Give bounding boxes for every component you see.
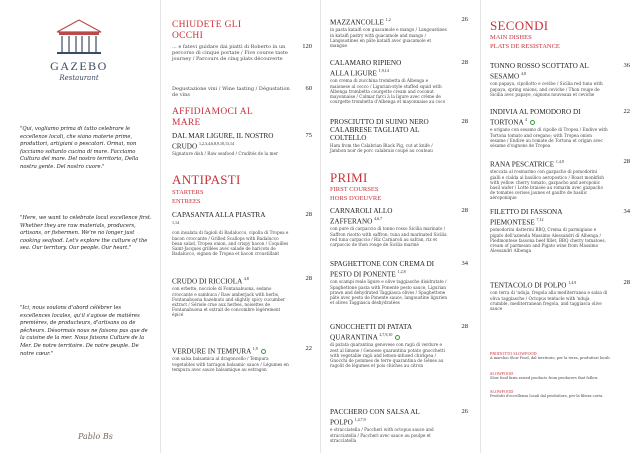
item-allergens: 1,9,14: [378, 68, 389, 73]
primi-sub-en: FIRST COURSES: [330, 186, 379, 193]
item-price: 22: [305, 345, 312, 352]
item-allergens: 1,2,3,4,6,8,9,10,13,14: [198, 141, 234, 146]
item-price: 34: [461, 260, 468, 267]
item-price: 60: [305, 85, 312, 92]
item-name: TONNO ROSSO SCOTTATO AL SESAMO: [490, 62, 589, 81]
menu-item: [490, 108, 630, 148]
item-price: 28: [305, 211, 312, 218]
item-name: TENTACOLO DI POLPO: [490, 281, 567, 290]
legend-slowfood-1: [490, 352, 630, 361]
legend-slowfood-2: [490, 372, 630, 381]
item-name: PACCHERO CON SALSA AL POLPO: [330, 408, 420, 427]
legend-title: SLOWFOOD: [490, 389, 514, 394]
item-desc: con scampi reale ligure e olive taggiasche disidratate / Spaghettone pasta with Ponente pesto sauce, Ligurian prawn and dehydrated Taggiasca olives / Spaghettone pâte avec pesto de Ponente sauce, langoustine ligurien et olives Taggiasca déshydratées: [330, 279, 448, 306]
item-allergens: 1,9: [252, 346, 258, 351]
quote-french: "Ici, nous voulons d'abord célébrer les excellences locales, qu'il s'agisse de matières premières, de producteurs, d'artisans ou de pêcheurs. Désormais nous ne faisons pas que de la cuisine de la mer. Nous faisons Culture de la Mer. De notre territoire. De notre peuple. De notre cœur.": [20, 305, 148, 357]
menu-item: [490, 158, 630, 201]
item-price: 36: [623, 62, 630, 69]
item-price: 22: [623, 108, 630, 115]
menu-item: [172, 275, 312, 318]
item-desc: pomodorini datterini BBQ, Crema di parmigiano e pigato dell'azienda Massimo Alessandri di Albenga / Piedmontese fassona beef fillet, BBQ cherry tomatoes, cream of parmesan and Pigato wine from Massimo Alessandri Albenga: [490, 227, 606, 254]
affi-title: AFFIDIAMOCI AL MARE: [172, 107, 253, 128]
item-name: CRUDO DI RICCIOLA: [172, 277, 242, 286]
menu-item: [490, 279, 630, 311]
menu-item: [330, 207, 468, 247]
item-price: 28: [461, 207, 468, 214]
item-name: INDIVIA AL POMODORO DI TORTONA: [490, 108, 581, 127]
legend-text: A marchio Slow Food, dal territorio, per la terra, produttori locali.: [490, 356, 611, 361]
menu-item: [330, 323, 468, 368]
item-name: SPAGHETTONE CON CREMA DI PESTO DI PONENTE: [330, 260, 435, 279]
menu-item: [330, 59, 468, 104]
legend-title: PRODOTTO SLOWFOOD: [490, 351, 537, 356]
legend-text: Prodotti d'eccellenza locali dal produttore, per la filiera corta.: [490, 394, 604, 399]
menu-item: [172, 345, 312, 372]
menu-item: [330, 16, 468, 48]
menu-item: [172, 211, 312, 256]
item-name: GNOCCHETTI DI PATATA QUARANTINA: [330, 323, 412, 342]
antipasti-sub-fr: ENTREES: [172, 198, 201, 205]
item-desc: in pasta kataifi con guacamole e mango / Langoustines in kataifi pastry with guacamole and mango / Langoustines en pâte kataifi avec guacamole et mangue: [330, 27, 447, 48]
gazebo-icon: [53, 18, 105, 56]
legend-slowfood-3: [490, 390, 630, 399]
item-allergens: 4: [525, 117, 528, 122]
menu-item: [490, 62, 630, 97]
item-name: CALAMARO RIPIENO ALLA LIGURE: [330, 59, 402, 78]
menu-column-4: [480, 0, 640, 453]
item-allergens: 1,2,8: [397, 269, 406, 274]
antipasti-sub-en: STARTERS: [172, 189, 204, 196]
menu-column-3: [320, 0, 480, 453]
item-desc: con papaya, cipollotto e cevibe / Sicilia red tuna with papaya, spring onions, and ceviche / Thon rouge de Sicilia avec papaye, oignons nouveaux et ceviche: [490, 81, 603, 97]
menu-item: [330, 260, 468, 305]
item-price: 75: [305, 132, 312, 139]
vegetarian-icon: [530, 120, 535, 125]
legend-text: Slow food farm raised products from producers that follow.: [490, 376, 599, 381]
secondi-sub-en: MAIN DISHES: [490, 34, 532, 41]
item-price: 26: [461, 408, 468, 415]
item-name: CAPASANTA ALLA PIASTRA: [172, 211, 266, 219]
item-name: DAL MAR LIGURE, IL NOSTRO CRUDO: [172, 132, 274, 151]
logo: [48, 18, 110, 82]
item-price: 28: [623, 158, 630, 165]
brand-subtitle: Restaurant: [59, 74, 99, 82]
primi-sub-fr: HORS D'OEUVRE: [330, 195, 382, 202]
intro-column: [0, 0, 160, 453]
primi-title: PRIMI: [330, 170, 368, 185]
item-name: CARNAROLI ALLO ZAFFERANO: [330, 207, 393, 226]
menu-item: [330, 408, 468, 443]
item-desc: con erbette, nocciole di Fontanabuona, sedano croccante e sambuca / Raw amberjack with herbs, Fontanabuona hazelnuts and slightly spicy cucumber extract / Sériole crue aux herbes, noisettes de Fontanabuona et extrait de concombre légèrement épicé: [172, 286, 286, 318]
item-desc: ... e fatevi guidare dai piatti di Roberto in un percorso di cinque portate / Five course taste journey / Parcours de cinq plats découverte: [172, 44, 288, 62]
item-desc: con pure di carpaccio di tonno rosso Sicilia marinato / Saffron risotto with saffron, tuna and marinated Sicilia red tuna carpaccio / Riz Carnaroli au safran, riz et carpaccio de thon rouge de Sicilia mariné: [330, 226, 447, 247]
item-desc: Ham from the Calabrian Black Pig, cut at knife / Jambon noir de porc calabrais coupé au couteau: [330, 143, 433, 154]
brand-name: GAZEBO: [50, 59, 108, 73]
item-allergens: 1,4,9: [568, 280, 577, 285]
quote-italian: "Qui, vogliamo prima di tutto celebrare le eccellenze locali, che siano materie prime, produttori, artigiani o pescatori. Ormai, non facciamo soltanto cucina di mare. Facciamo Cultura del mare. Del nostro territorio, Della nostra gente. Del nostro cuore.": [20, 126, 139, 170]
item-name: MAZZANCOLLE: [330, 18, 384, 27]
vegetarian-icon: [395, 335, 400, 340]
item-price: 34: [623, 208, 630, 215]
item-price: 28: [461, 59, 468, 66]
item-name: PROSCIUTTO DI SUINO NERO CALABRESE TAGLIATO AL COLTELLO: [330, 118, 429, 142]
menu-item: [330, 118, 468, 153]
item-price: 28: [461, 323, 468, 330]
item-price: 120: [302, 43, 312, 50]
item-price: 26: [461, 16, 468, 23]
item-desc: Signature dish / Raw seafood / Crudités de la mer: [172, 151, 279, 157]
item-desc: Degustazione vini / Wine tasting / Dégustation de vins: [172, 86, 290, 98]
item-desc: con crema di zucchina trombetta di Albenga e maionese al cocco / Ligurian-style stuffed squid with Albenga trombetta courgette cream and coconut mayonnaise / Calmar farci à la ligure avec crème de courgette trombetta d'Albenga et mayonnaise au coco: [330, 78, 446, 105]
item-price: 28: [461, 118, 468, 125]
item-allergens: 2,7,9,10: [379, 332, 393, 337]
item-allergens: 1,2: [385, 17, 391, 22]
chef-section-title: CHIUDETE GLI OCCHI: [172, 20, 242, 41]
item-name: VERDURE IN TEMPURA: [172, 347, 251, 356]
item-allergens: 7,12: [536, 217, 544, 222]
antipasti-title: ANTIPASTI: [172, 172, 241, 187]
secondi-sub-fr: PLATS DE RESISTANCE: [490, 43, 560, 50]
item-allergens: 1,4,9: [555, 159, 564, 164]
quote-english: "Here, we want to celebrate local excellence first. Whether they are raw materials, producers, artisans, or fishermen. We're no longer just cooking seafood. Let's explore the culture of the sea. Our territory. Our people. Our heart.": [20, 215, 152, 252]
item-name: FILETTO DI FASSONA PIEMONTESE: [490, 208, 563, 227]
secondi-title: SECONDI: [490, 18, 549, 33]
menu-item: [172, 132, 312, 157]
signature: Pablo Bs: [78, 432, 113, 441]
item-desc: con terra di 'nduja, fregola alla mediterranea e salsa di oliva taggiasche / Octopus tentacle with 'nduja crumble, mediterranean fregola, and taggiasca olive sauce: [490, 290, 608, 311]
item-desc: e stracciatella / Paccheri with octopus sauce and stracciatella / Paccheri avec sauce au poulpe et stracciatella: [330, 427, 434, 443]
item-name: RANA PESCATRICE: [490, 160, 555, 169]
menu-item: [490, 208, 630, 253]
item-price: 28: [623, 279, 630, 286]
vegetarian-icon: [261, 349, 266, 354]
item-desc: e origano con sesamo di cipolle di Tropea / Endive with Tortona tomato and oregano; with Tropea onion sesame / Endive au tomate de Tortona et origan avec sésame d'oignons de Tropea: [490, 127, 608, 148]
item-allergens: 4,8: [243, 276, 249, 281]
item-desc: di patata quarantina genovese con ragù di verdure e zest al limone / Genoese quarantina potato gnocchetti with vegetable ragù and lemon-infused chickpea / Gnocchi de pommes de terre quarantina de Gênes au ragoût de légumes et pois chiches au citron: [330, 342, 445, 369]
menu-column-2: [160, 0, 320, 453]
menu-item: [172, 43, 312, 62]
item-price: 28: [305, 275, 312, 282]
item-desc: steccata al rosmarino con gazpacho di pomodorini gialli e cialda al basilico aeropostico / Roast monkfish with yellow cherry tomato, gazpacho and aeroponic basil wafer / Lotte braisée au romarin avec gazpacho de tomates cerises jaunes et gaufre de basilic aéroponique: [490, 169, 604, 201]
item-allergens: 1,14: [172, 220, 179, 225]
item-allergens: 1,4,7,9: [354, 417, 366, 422]
item-allergens: 4,6,7: [374, 216, 383, 221]
legend-title: SLOWFOOD: [490, 371, 514, 376]
menu-item: [172, 85, 312, 98]
item-desc: con insalata di fagioli di Badalucco, cipolla di Tropea e bacon croccante / Grilled Scallops with Badalucco bean salad, Tropea onion, and crispy bacon / Coquilles Saint-Jacques grillées avec salade de haricots de Badalucco, oignon de Tropea et bacon croustillant: [172, 230, 289, 257]
item-desc: con salsa balsamica al dragoncello / Tempura vegetables with tarragon balsamic sauce / Légumes en tempura avec sauce balsamique au estragon: [172, 356, 289, 372]
item-allergens: 4,8: [520, 71, 526, 76]
